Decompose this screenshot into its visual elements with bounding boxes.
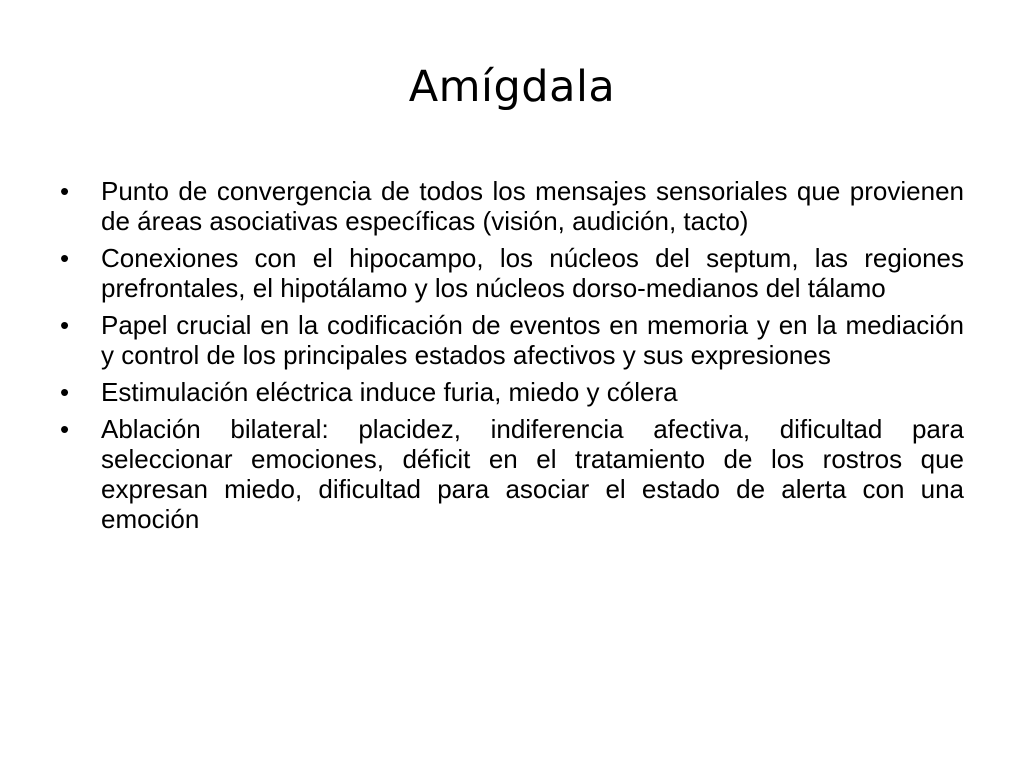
bullet-item	[60, 414, 964, 534]
bullet-item	[60, 377, 964, 407]
bullet-text: Estimulación eléctrica induce furia, miedo y cólera	[101, 377, 678, 407]
bullet-icon: •	[60, 414, 70, 444]
slide-title: Amígdala	[408, 62, 616, 112]
bullet-list	[60, 176, 964, 541]
bullet-icon: •	[60, 243, 70, 273]
bullet-item	[60, 243, 964, 303]
bullet-text: Ablación bilateral: placidez, indiferencia afectiva, dificultad para seleccionar emociones, déficit en el tratamiento de los rostros que expresan miedo, dificultad para asociar el estado de alerta con una emoción	[101, 414, 964, 534]
bullet-item	[60, 176, 964, 236]
bullet-text: Conexiones con el hipocampo, los núcleos del septum, las regiones prefrontales, el hipotálamo y los núcleos dorso-medianos del tálamo	[101, 243, 964, 303]
bullet-text: Papel crucial en la codificación de eventos en memoria y en la mediación y control de los principales estados afectivos y sus expresiones	[101, 310, 964, 370]
bullet-icon: •	[60, 377, 70, 407]
bullet-text: Punto de convergencia de todos los mensajes sensoriales que provienen de áreas asociativas específicas (visión, audición, tacto)	[101, 176, 964, 236]
bullet-item	[60, 310, 964, 370]
bullet-icon: •	[60, 310, 70, 340]
bullet-icon: •	[60, 176, 70, 206]
